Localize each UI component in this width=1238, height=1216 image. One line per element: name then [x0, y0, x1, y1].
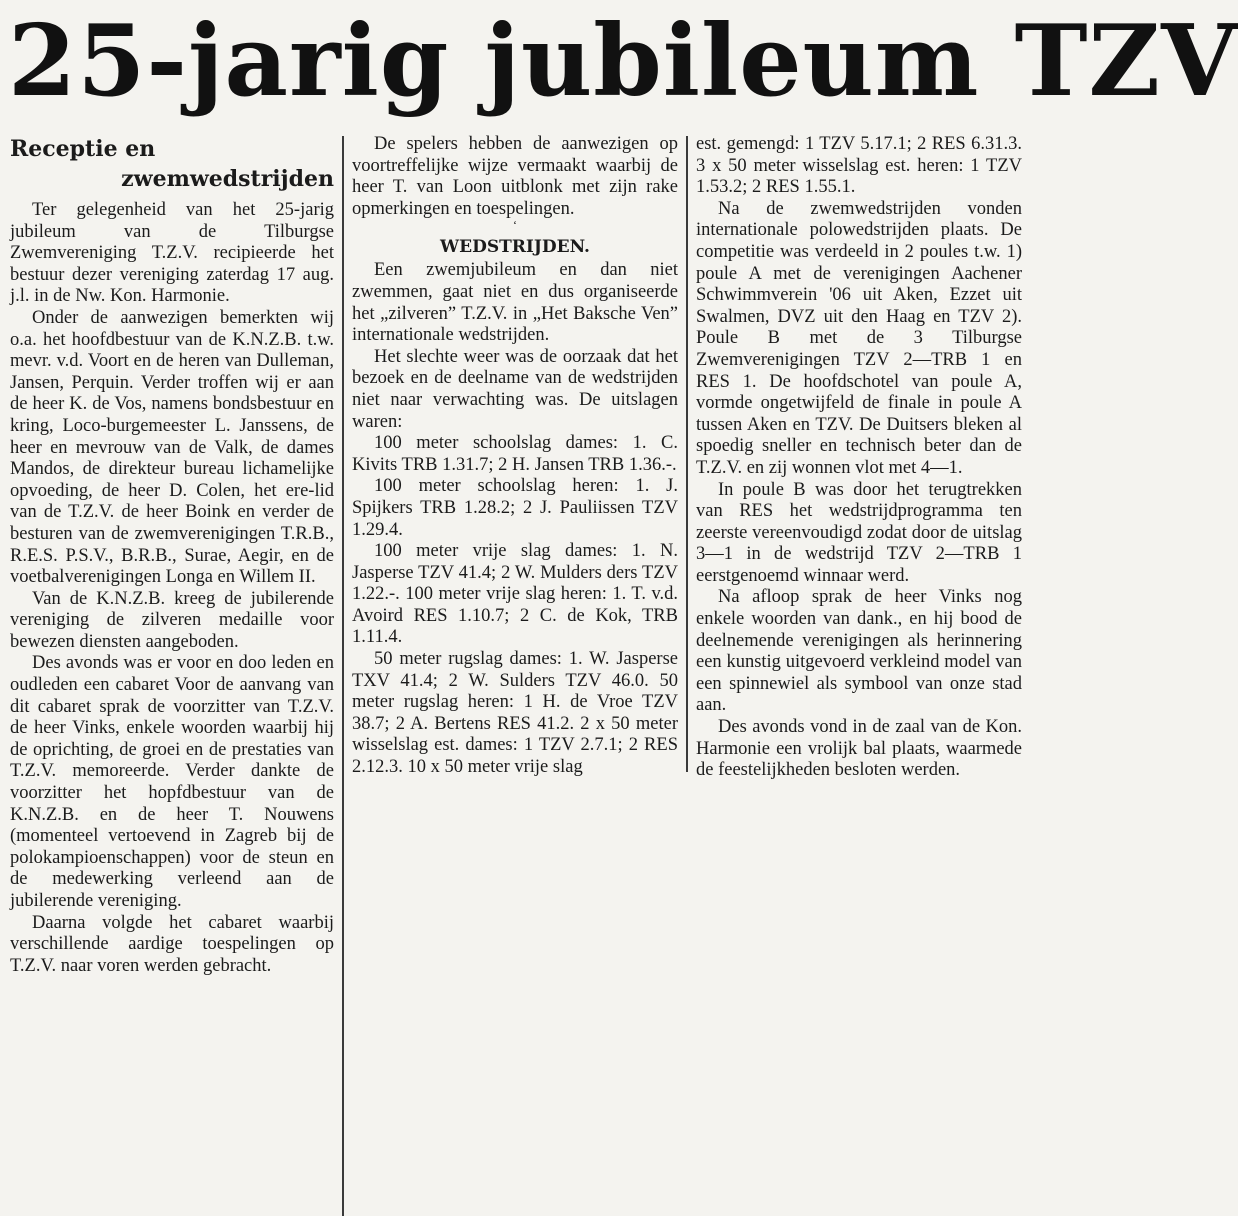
- paragraph: Des avonds was er voor en doo leden en oudleden een cabaret Voor de aanvang van dit cabaret sprak de voorzitter van T.Z.V. de heer Vinks, enkele woorden waarbij hij de oprichting, de groei en de prestaties van T.Z.V. memoreerde. Verder dankte de voorzitter het hopfdbestuur van de K.N.Z.B. en de heer T. Nouwens (momenteel vertoevend in Zagreb bij de polokampioenschappen) voor de steun en de medewerking verleend aan de jubilerende vereniging.: [10, 653, 334, 911]
- section-heading: WEDSTRIJDEN.: [440, 237, 590, 258]
- result-paragraph: 100 meter vrije slag dames: 1. N. Jasperse TZV 41.4; 2 W. Mulders ders TZV 1.22.-. 100 meter vrije slag heren: 1. T. v.d. Avoird RES 1.10.7; 2 C. de Kok, TRB 1.11.4.: [352, 541, 678, 648]
- paragraph: Het slechte weer was de oorzaak dat het bezoek en de deelname van de wedstrijden niet naar verwachting was. De uitslagen waren:: [352, 346, 678, 432]
- column-3: [696, 134, 1022, 782]
- subhead-line-1: Receptie en: [10, 136, 156, 162]
- paragraph: est. gemengd: 1 TZV 5.17.1; 2 RES 6.31.3. 3 x 50 meter wisselslag est. heren: 1 TZV 1.53.2; 2 RES 1.55.1.: [696, 134, 1022, 198]
- paragraph: Ter gelegenheid van het 25-jarig jubileum van de Tilburgse Zwemvereniging T.Z.V. recipieerde het bestuur dezer vereniging zaterdag 17 aug. j.l. in de Nw. Kon. Harmonie.: [10, 200, 334, 307]
- result-paragraph: 50 meter rugslag dames: 1. W. Jasperse TXV 41.4; 2 W. Sulders TZV 46.0. 50 meter rugslag heren: 1 H. de Vroe TZV 38.7; 2 A. Bertens RES 41.2. 2 x 50 meter wisselslag est. dames: 1 TZV 2.7.1; 2 RES 2.12.3. 10 x 50 meter vrije slag: [352, 649, 678, 778]
- paragraph: Des avonds vond in de zaal van de Kon. Harmonie een vrolijk bal plaats, waarmede de feestelijkheden besloten werden.: [696, 717, 1022, 781]
- paragraph: In poule B was door het terugtrekken van RES het wedstrijdprogramma ten zeerste vereenvoudigd zodat door de uitslag 3—1 in de wedstrijd TZV 2—TRB 1 eerstgenoemd winnaar werd.: [696, 479, 1022, 586]
- paragraph: Na afloop sprak de heer Vinks nog enkele woorden van dank., en hij bood de deelnemende verenigingen als herinnering een kunstig uitgevoerd verkleind model van een spinnewiel als symbool van onze stad aan.: [696, 587, 1022, 716]
- result-paragraph: 100 meter schoolslag heren: 1. J. Spijkers TRB 1.28.2; 2 J. Pauliissen TZV 1.29.4.: [352, 476, 678, 540]
- paragraph: Een zwemjubileum en dan niet zwemmen, gaat niet en dus organiseerde het „zilveren” T.Z.V. in „Het Baksche Ven” internationale wedstrijden.: [352, 260, 678, 346]
- paragraph: Na de zwemwedstrijden vonden internationale polowedstrijden plaats. De competitie was verdeeld in 2 poules t.w. 1) poule A met de verenigingen Aachener Schwimmverein '06 uit Aken, Ezzet uit Swalmen, DVZ uit den Haag en TZV 2). Poule B met de 3 Tilburgse Zwemverenigingen TZV 2—TRB 1 en RES 1. De hoofdschotel van poule A, vormde ongetwijfeld de finale in poule A tussen Aken en TZV. De Duitsers bleken al spoedig sneller en technisch beter dan de T.Z.V. en zij wonnen vlot met 4—1.: [696, 198, 1022, 478]
- separator-mark: ‘: [513, 218, 517, 233]
- paragraph: De spelers hebben de aanwezigen op voortreffelijke wijze vermaakt waarbij de heer T. van Loon uitblonk met zijn rake opmerkingen en toespelingen.: [352, 134, 678, 219]
- headline: 25-jarig jubileum TZV: [8, 4, 1238, 119]
- column-rule-left: [342, 136, 344, 1216]
- paragraph: Onder de aanwezigen bemerkten wij o.a. het hoofdbestuur van de K.N.Z.B. t.w. mevr. v.d. Voort en de heren van Dulleman, Jansen, Perquin. Verder troffen wij er aan de heer K. de Vos, namens bondsbestuur en kring, Loco-burgemeester L. Janssens, de heer en mevrouw van de Valk, de dames Mandos, de direkteur bureau lichamelijke opvoeding, de heer D. Colen, het ere-lid van de T.Z.V. de heer Boink en verder de besturen van de zwemverenigingen T.R.B., R.E.S. P.S.V., B.R.B., Surae, Aegir, en de voetbalverenigingen Longa en Willem II.: [10, 307, 334, 588]
- result-paragraph: 100 meter schoolslag dames: 1. C. Kivits TRB 1.31.7; 2 H. Jansen TRB 1.36.-.: [352, 433, 678, 475]
- subhead-line-2: zwemwedstrijden: [121, 166, 334, 192]
- paragraph: Daarna volgde het cabaret waarbij verschillende aardige toespelingen op T.Z.V. naar voren werden gebracht.: [10, 912, 334, 976]
- column-2: [352, 134, 678, 779]
- column-1: [10, 134, 334, 977]
- column-rule-right: [686, 136, 688, 772]
- paragraph: Van de K.N.Z.B. kreeg de jubilerende vereniging de zilveren medaille voor bewezen diensten aangeboden.: [10, 588, 334, 652]
